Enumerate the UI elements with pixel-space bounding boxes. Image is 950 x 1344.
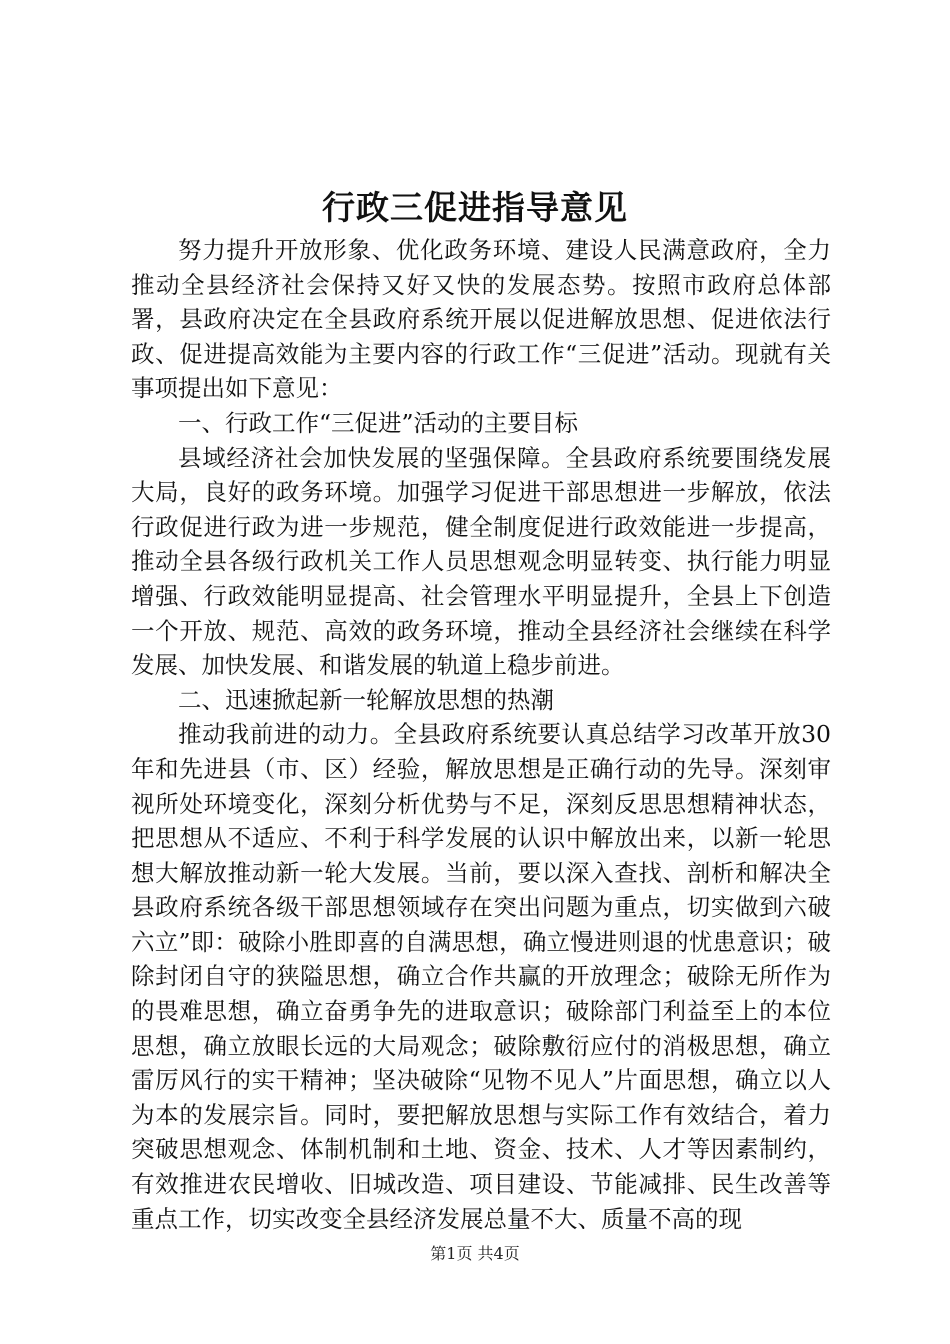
page-footer: 第1页 共4页 (430, 1244, 520, 1263)
section-heading-2: 二、迅速掀起新一轮解放思想的热潮 (178, 685, 554, 714)
paragraph-section-1: 县域经济社会加快发展的坚强保障。全县政府系统要围绕发展大局，良好的政务环境。加强学习促进干部思想进一步解放，依法行政促进行政为进一步规范，健全制度促进行政效能进一步提高，推动全县各级行政机关工作人员思想观念明显转变、执行能力明显增强、行政效能明显提高、社会管理水平明显提升，全县上下创造一个开放、规范、高效的政务环境，推动全县经济社会继续在科学发展、加快发展、和谐发展的轨道上稳步前进。 (131, 443, 831, 680)
paragraph-section-2: 推动我前进的动力。全县政府系统要认真总结学习改革开放30年和先进县（市、区）经验，解放思想是正确行动的先导。深刻审视所处环境变化，深刻分析优势与不足，深刻反思思想精神状态，把思想从不适应、不利于科学发展的认识中解放出来，以新一轮思想大解放推动新一轮大发展。当前，要以深入查找、剖析和解决全县政府系统各级干部思想领域存在突出问题为重点，切实做到六破六立”即：破除小胜即喜的自满思想，确立慢进则退的忧患意识；破除封闭自守的狭隘思想，确立合作共赢的开放理念；破除无所作为的畏难思想，确立奋勇争先的进取意识；破除部门利益至上的本位思想，确立放眼长远的大局观念；破除敷衍应付的消极思想，确立雷厉风行的实干精神；坚决破除“见物不见人”片面思想，确立以人为本的发展宗旨。同时，要把解放思想与实际工作有效结合，着力突破思想观念、体制机制和土地、资金、技术、人才等因素制约，有效推进农民增收、旧城改造、项目建设、节能减排、民生改善等重点工作，切实改变全县经济发展总量不大、质量不高的现 (131, 720, 831, 1233)
document-body (131, 233, 831, 1236)
section-heading-1: 一、行政工作“三促进”活动的主要目标 (178, 408, 579, 437)
paragraph-intro: 努力提升开放形象、优化政务环境、建设人民满意政府，全力推动全县经济社会保持又好又快的发展态势。按照市政府总体部署，县政府决定在全县政府系统开展以促进解放思想、促进依法行政、促进提高效能为主要内容的行政工作“三促进”活动。现就有关事项提出如下意见： (131, 236, 831, 403)
document-title: 行政三促进指导意见 (322, 188, 628, 227)
